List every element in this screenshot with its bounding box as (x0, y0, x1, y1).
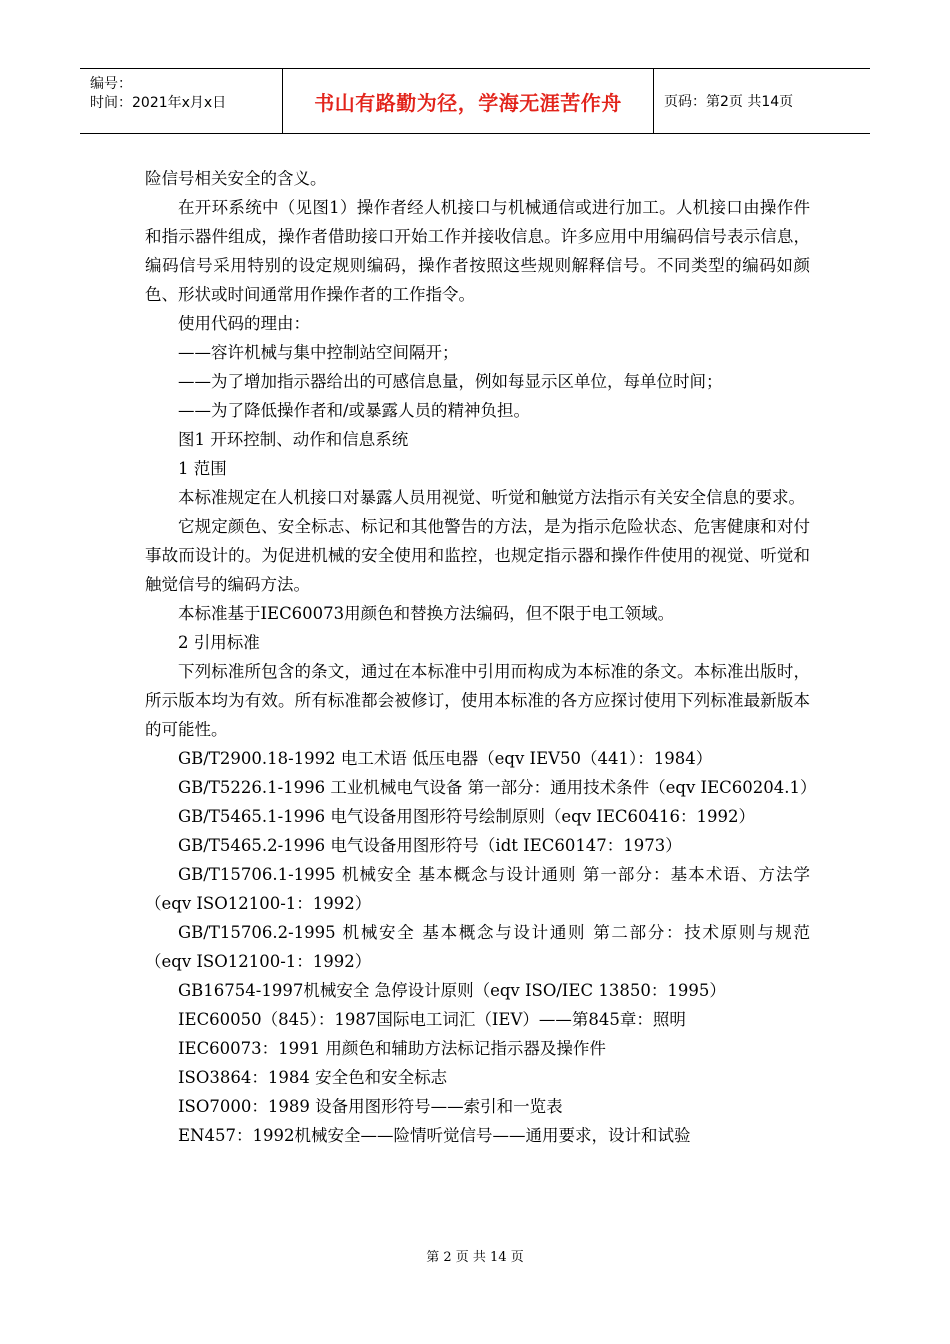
body-paragraph: 本标准基于IEC60073用颜色和替换方法编码，但不限于电工领域。 (178, 604, 675, 623)
body-paragraph: 下列标准所包含的条文，通过在本标准中引用而构成为本标准的条文。本标准出版时，所示版本均为有效。所有标准都会被修订，使用本标准的各方应探讨使用下列标准最新版本的可能性。 (145, 662, 810, 739)
document-header (80, 68, 870, 134)
body-paragraph: GB/T15706.2-1995 机械安全 基本概念与设计通则 第二部分：技术原则与规范（eqv ISO12100-1：1992） (145, 923, 810, 971)
body-paragraph: GB/T5226.1-1996 工业机械电气设备 第一部分：通用技术条件（eqv IEC60204.1） (178, 778, 817, 797)
motto-text: 书山有路勤为径，学海无涯苦作舟 (314, 90, 622, 115)
footer-page-number: 第 2 页 共 14 页 (426, 1250, 524, 1265)
body-paragraph: GB/T15706.1-1995 机械安全 基本概念与设计通则 第一部分：基本术语、方法学（eqv ISO12100-1：1992） (145, 865, 810, 913)
body-paragraph: IEC60073：1991 用颜色和辅助方法标记指示器及操作件 (178, 1039, 606, 1058)
body-paragraph: 使用代码的理由： (178, 314, 310, 333)
body-paragraph: EN457：1992机械安全——险情听觉信号——通用要求，设计和试验 (178, 1126, 691, 1145)
body-paragraph: 1 范围 (178, 459, 227, 478)
body-paragraph: 本标准规定在人机接口对暴露人员用视觉、听觉和触觉方法指示有关安全信息的要求。 (178, 488, 805, 507)
body-paragraph: GB/T5465.1-1996 电气设备用图形符号绘制原则（eqv IEC60416：1992） (178, 807, 755, 826)
header-info-cell (80, 69, 283, 133)
body-paragraph: 险信号相关安全的含义。 (145, 169, 327, 188)
page-label: 页码：第2页 共14页 (664, 94, 794, 110)
time-label: 时间：2021年x月x日 (90, 95, 227, 111)
body-paragraph: 图1 开环控制、动作和信息系统 (178, 430, 409, 449)
body-paragraph: GB/T5465.2-1996 电气设备用图形符号（idt IEC60147：1973） (178, 836, 682, 855)
body-paragraph: ISO7000：1989 设备用图形符号——索引和一览表 (178, 1097, 563, 1116)
body-paragraph: ——容许机械与集中控制站空间隔开； (178, 343, 459, 362)
body-paragraph: 2 引用标准 (178, 633, 260, 652)
page-footer (0, 1246, 950, 1265)
document-body (145, 164, 817, 1150)
number-label: 编号： (90, 76, 132, 92)
body-paragraph: IEC60050（845）：1987国际电工词汇（IEV）——第845章：照明 (178, 1010, 686, 1029)
header-motto-cell (283, 69, 654, 133)
body-paragraph: ——为了增加指示器给出的可感信息量，例如每显示区单位，每单位时间； (178, 372, 723, 391)
body-paragraph: ——为了降低操作者和/或暴露人员的精神负担。 (178, 401, 531, 420)
body-paragraph: GB/T2900.18-1992 电工术语 低压电器（eqv IEV50（441）：1984） (178, 749, 713, 768)
body-paragraph: 在开环系统中（见图1）操作者经人机接口与机械通信或进行加工。人机接口由操作件和指示器件组成，操作者借助接口开始工作并接收信息。许多应用中用编码信号表示信息，编码信号采用特别的设定规则编码，操作者按照这些规则解释信号。不同类型的编码如颜色、形状或时间通常用作操作者的工作指令。 (145, 198, 810, 304)
body-paragraph: ISO3864：1984 安全色和安全标志 (178, 1068, 448, 1087)
body-paragraph: GB16754-1997机械安全 急停设计原则（eqv ISO/IEC 13850：1995） (178, 981, 726, 1000)
body-paragraph: 它规定颜色、安全标志、标记和其他警告的方法，是为指示危险状态、危害健康和对付事故而设计的。为促进机械的安全使用和监控，也规定指示器和操作件使用的视觉、听觉和触觉信号的编码方法。 (145, 517, 810, 594)
header-page-cell (654, 69, 870, 133)
